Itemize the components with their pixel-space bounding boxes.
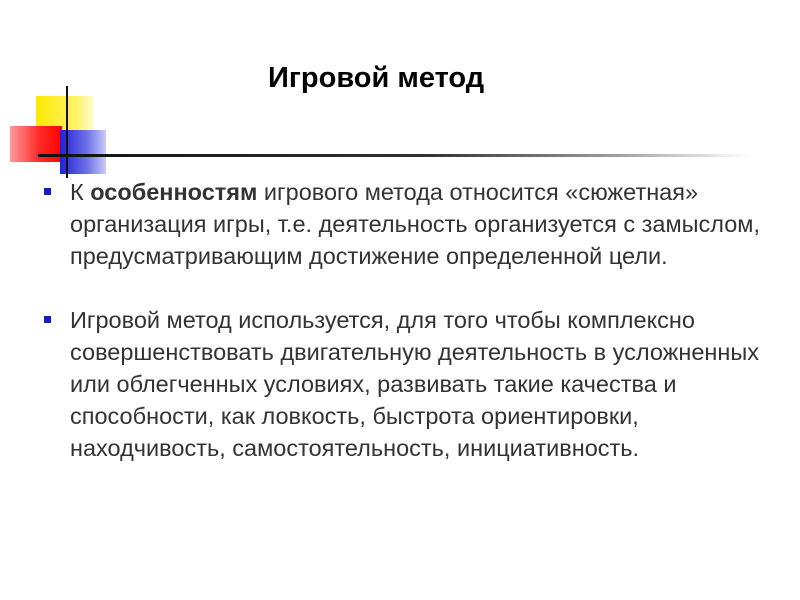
bullet-square-icon xyxy=(44,188,51,195)
bullet-square-icon xyxy=(44,316,51,323)
slide-title: Игровой метод xyxy=(268,62,485,94)
bullet-item xyxy=(40,176,780,272)
bullet-text: Игровой метод используется, для того чтобы комплексно совершенствовать двигательную деятельность в усложненных или облегченных условиях, развивать такие качества и способности, как ловкость, быстрота ориентировки, находчивость, самостоятельность, инициативность. xyxy=(70,307,759,461)
title-underline xyxy=(38,154,750,157)
bullet-text-emphasis: особенностям xyxy=(90,179,258,205)
decor-vertical-line xyxy=(66,86,68,178)
bullet-text-rest: игрового метода относится «сюжетная» организация игры, т.е. деятельность организуется с замыслом, предусматривающим достижение определенной цели. xyxy=(70,179,760,269)
bullet-item xyxy=(40,304,780,464)
bullet-list xyxy=(40,176,780,464)
bullet-text-prefix: К xyxy=(70,179,91,205)
